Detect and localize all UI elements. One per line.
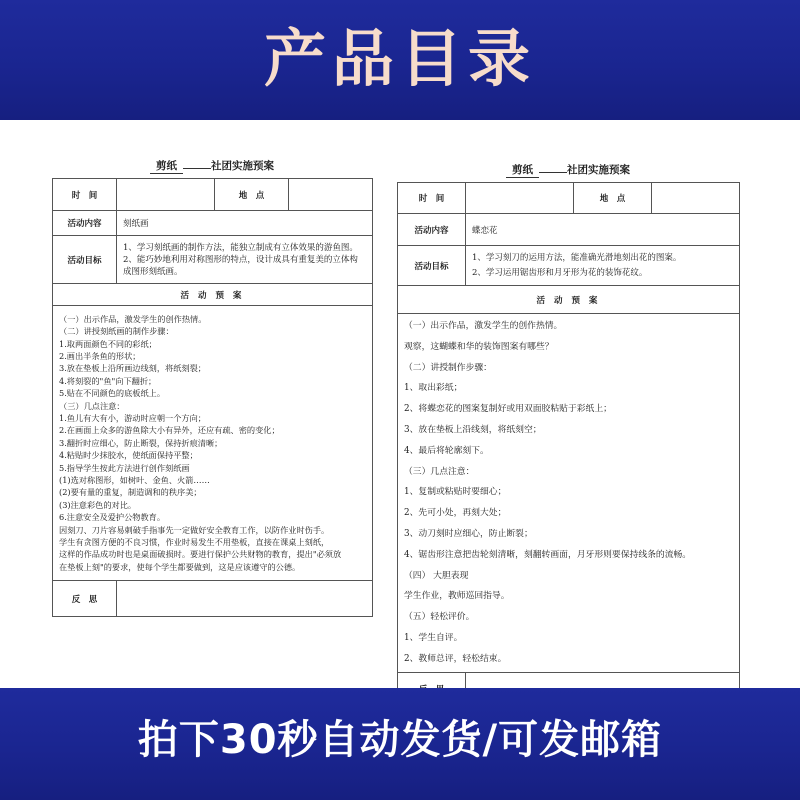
- plan-line: （二）讲授制作步骤：: [404, 362, 492, 373]
- time-value: [117, 179, 215, 211]
- plan-line: 1、学生自评。: [404, 632, 463, 643]
- place-value: [289, 179, 373, 211]
- plan-line: 4、最后将轮廓刻下。: [404, 445, 489, 456]
- plan-line: (1)选对称图形，如树叶、金鱼、火箭……: [59, 475, 210, 486]
- plan-line: （一）出示作品，激发学生的创作热情。: [404, 321, 563, 331]
- plan-line: （三）几点注意：: [59, 400, 125, 411]
- plan-line: 在垫板上刻"的要求，使每个学生都要做到，这是应该遵守的公德。: [59, 561, 301, 572]
- reflect-value: [117, 581, 373, 617]
- content-value: 蝶恋花: [466, 214, 740, 246]
- plan-form: [397, 182, 740, 707]
- goal-line: 1、学习刻刀的运用方法，能准确光滑地刻出花的图案。: [472, 252, 682, 263]
- time-value: [466, 183, 574, 214]
- plan-line: （五）轻松评价。: [404, 612, 475, 623]
- plan-line: 因刻刀、刀片容易刺破手指事先一定做好安全教育工作，以防作业时伤手。: [59, 524, 330, 535]
- plan-line: 1、复制或粘贴时要细心；: [404, 487, 507, 498]
- reflect-label: 反 思: [53, 581, 117, 617]
- place-label: 地 点: [215, 179, 289, 211]
- sheet-title-blank: 剪纸: [506, 162, 539, 178]
- sheet-title-blank: 剪纸: [150, 158, 183, 174]
- sheet-title-suffix: 社团实施预案: [567, 164, 630, 176]
- goal-label: 活动目标: [398, 246, 466, 286]
- plan-line: 观察，这蝴蝶和华的装饰图案有哪些？: [404, 341, 554, 352]
- plan-line: 2.画出半条鱼的形状；: [59, 350, 141, 361]
- plan-form: [52, 178, 373, 617]
- content-value: 刻纸画: [117, 211, 373, 236]
- plan-line: (2)要有量的重复，制造调和的秩序美；: [59, 487, 202, 498]
- sheet-title: [52, 158, 372, 174]
- plan-line: 3.放在垫板上沿所画边线刻，将纸刻裂；: [59, 363, 206, 374]
- document-sheet-1: [52, 152, 372, 652]
- plan-line: 学生有贪图方便的不良习惯，作业时易发生不用垫板，直接在课桌上刻纸，: [59, 537, 330, 548]
- goal-label: 活动目标: [53, 236, 117, 284]
- plan-body: [53, 306, 373, 581]
- content-label: 活动内容: [53, 211, 117, 236]
- plan-line: 2、教师总评，轻松结束。: [404, 653, 507, 664]
- plan-line: 3.翻折时应细心，防止断裂，保持折痕清晰；: [59, 437, 223, 448]
- goal-line: 2、学习运用锯齿形和月牙形为花的装饰花纹。: [472, 267, 648, 278]
- plan-line: （四） 大胆表现: [404, 570, 469, 581]
- plan-line: 4.粘贴时少抹胶水，使纸面保持平整；: [59, 450, 198, 461]
- plan-line: (3)注意彩色的对比。: [59, 499, 137, 510]
- plan-line: （一）出示作品，激发学生的创作热情。: [59, 313, 207, 324]
- plan-line: 1、取出彩纸；: [404, 383, 463, 394]
- sheet-title: [397, 162, 739, 178]
- place-value: [652, 183, 740, 214]
- plan-line: 4、锯齿形注意把齿轮刻清晰，刻翻转画面，月牙形则要保持线条的流畅。: [404, 549, 692, 560]
- plan-line: 5.贴在不同颜色的底板纸上。: [59, 388, 166, 399]
- plan-line: 1.取两面颜色不同的彩纸；: [59, 338, 157, 349]
- goal-line: 成图形刻纸画。: [123, 266, 183, 277]
- plan-line: 1.鱼儿有大有小，游动时应朝一个方向；: [59, 412, 206, 423]
- place-label: 地 点: [574, 183, 652, 214]
- plan-line: （三）几点注意：: [404, 466, 475, 477]
- plan-line: 6.注意安全及爱护公物教育。: [59, 512, 166, 523]
- document-sheet-2: [397, 158, 739, 680]
- plan-line: （二）讲授刻纸画的制作步骤：: [59, 326, 174, 337]
- goal-line: 1、学习刻纸画的制作方法，能独立制成有立体效果的游鱼图。: [123, 242, 358, 253]
- header-title: 产品目录: [263, 22, 536, 95]
- plan-header: 活 动 预 案: [53, 284, 373, 306]
- plan-line: 3、动刀刻时应细心，防止断裂；: [404, 528, 533, 539]
- plan-line: 4.将刻裂的"鱼"向下翻折；: [59, 375, 157, 386]
- time-label: 时 间: [53, 179, 117, 211]
- plan-line: 学生作业，教师巡回指导。: [404, 591, 510, 602]
- content-label: 活动内容: [398, 214, 466, 246]
- goal-line: 2、能巧妙地利用对称图形的特点，设计成具有重复美的立体构: [123, 254, 358, 265]
- plan-body: [398, 314, 740, 673]
- plan-line: 这样的作品成功时也是桌面破损时。要进行保护公共财物的教育，提出"必须放: [59, 549, 342, 560]
- footer-title: 拍下30秒自动发货/可发邮箱: [137, 717, 663, 763]
- time-label: 时 间: [398, 183, 466, 214]
- plan-line: 2、先可小处，再刻大处；: [404, 508, 507, 519]
- goal-text: [466, 246, 740, 286]
- plan-line: 2.在画面上众多的游鱼除大小有异外，还应有疏、密的变化；: [59, 425, 280, 436]
- plan-header: 活 动 预 案: [398, 286, 740, 314]
- plan-line: 5.指导学生按此方法进行创作刻纸画: [59, 462, 190, 473]
- plan-line: 3、放在垫板上沿线刻，将纸刻空；: [404, 424, 542, 435]
- goal-text: [117, 236, 373, 284]
- plan-line: 2、将蝶恋花的图案复制好或用双面胶粘贴于彩纸上；: [404, 404, 612, 415]
- sheet-title-suffix: 社团实施预案: [211, 160, 274, 172]
